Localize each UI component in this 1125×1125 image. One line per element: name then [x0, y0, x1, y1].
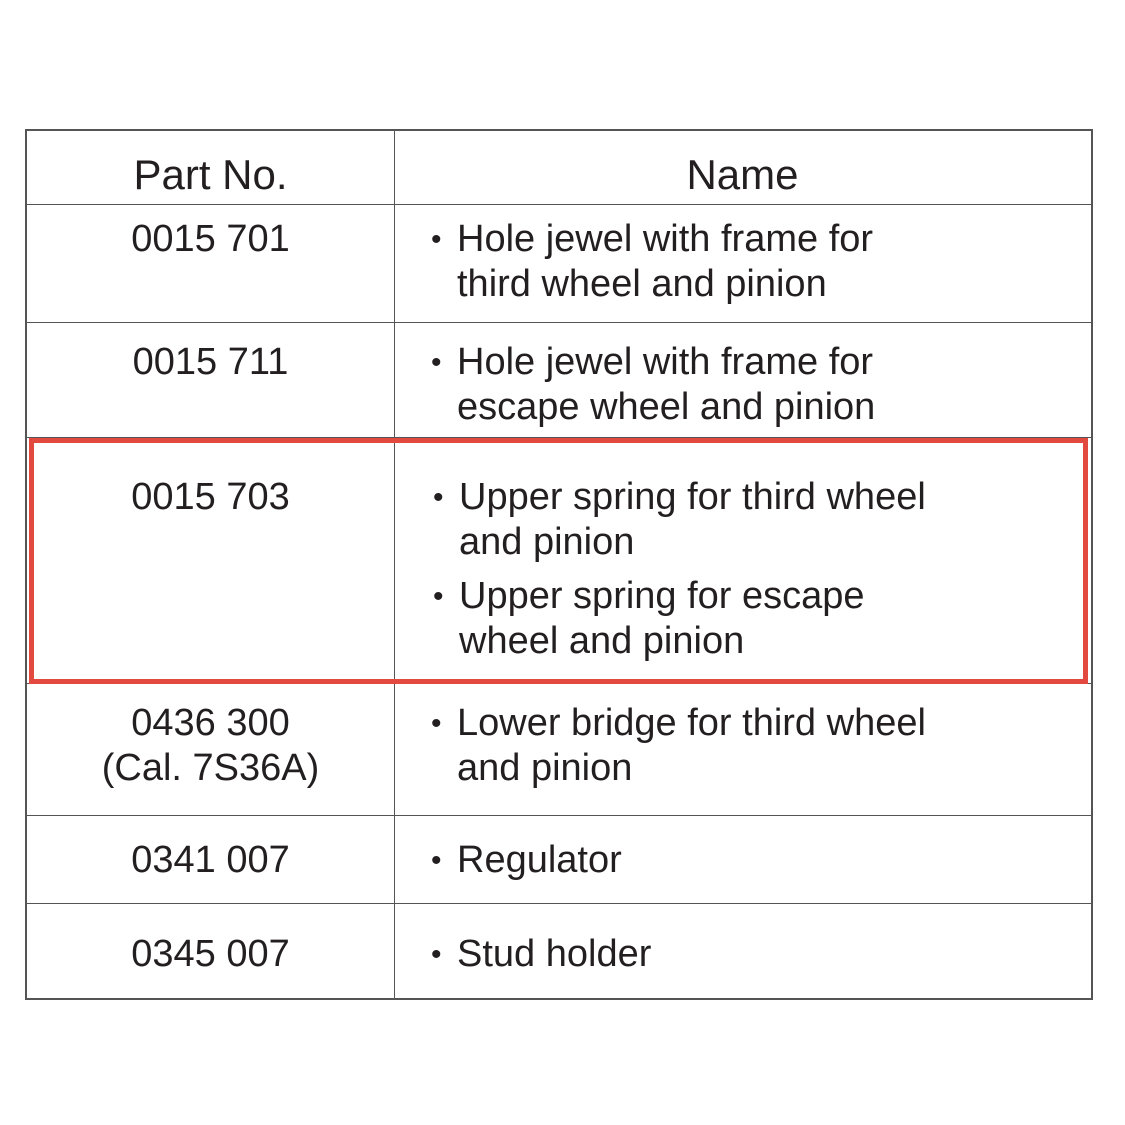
part-name: Lower bridge for third wheel and pinion: [457, 702, 926, 789]
table-row: [27, 816, 1091, 904]
part-name: Upper spring for third wheel and pinion: [459, 476, 926, 563]
part-name-cell: [427, 217, 1071, 307]
table-row: [27, 205, 1091, 323]
part-number: 0015 711: [132, 341, 289, 383]
table-row: [27, 684, 1091, 816]
part-number: 0015 703: [131, 476, 290, 518]
table-row: [27, 904, 1091, 1000]
bullet-icon: •: [431, 938, 442, 971]
part-number-cell: [27, 701, 394, 791]
part-number: 0436 300: [131, 702, 290, 744]
part-name: Stud holder: [457, 933, 652, 975]
bullet-icon: •: [433, 481, 444, 514]
part-name-item: [427, 340, 1071, 430]
bullet-icon: •: [431, 707, 442, 740]
table-row: [27, 323, 1091, 438]
part-name-item: [427, 838, 1071, 883]
part-number: 0015 701: [131, 218, 290, 260]
header-part-no: Part No.: [133, 151, 288, 198]
header-name: Name: [686, 151, 799, 198]
part-name-cell: [427, 932, 1071, 977]
table-row-highlighted: [27, 438, 1091, 684]
part-name-item: [429, 475, 1071, 565]
part-name-item: [427, 701, 1071, 791]
table-header-row: [27, 131, 1091, 205]
part-name: Hole jewel with frame for escape wheel and pinion: [457, 341, 876, 428]
part-name-cell: [427, 340, 1071, 430]
part-name-item: [429, 574, 1071, 664]
part-name: Regulator: [457, 839, 622, 881]
part-number: 0341 007: [131, 839, 290, 881]
bullet-icon: •: [433, 580, 444, 613]
part-name-cell: [427, 838, 1071, 883]
part-name-cell: [429, 475, 1071, 664]
part-name-item: [427, 217, 1071, 307]
part-name-cell: [427, 701, 1071, 791]
part-number: 0345 007: [131, 933, 290, 975]
parts-table: [25, 129, 1093, 1000]
part-name: Upper spring for escape wheel and pinion: [459, 575, 865, 662]
part-calibre-note: (Cal. 7S36A): [101, 747, 320, 789]
part-name-item: [427, 932, 1071, 977]
bullet-icon: •: [431, 346, 442, 379]
bullet-icon: •: [431, 223, 442, 256]
part-name: Hole jewel with frame for third wheel and pinion: [457, 218, 874, 305]
bullet-icon: •: [431, 844, 442, 877]
